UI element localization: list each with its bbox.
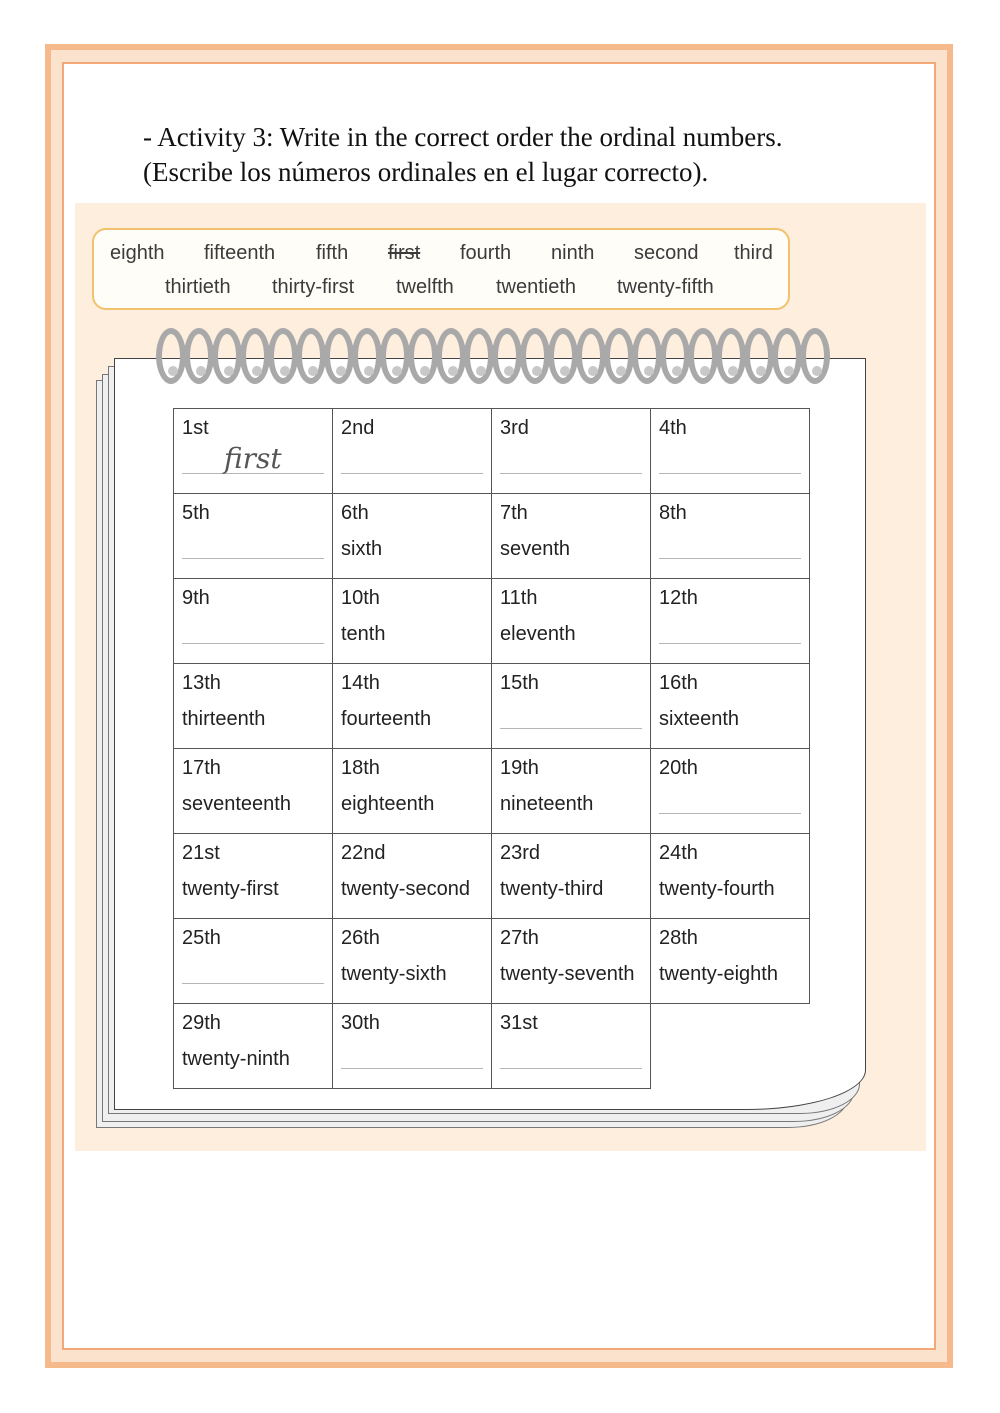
ordinal-number: 31st xyxy=(500,1012,538,1034)
calendar-cell xyxy=(492,749,651,834)
calendar-row xyxy=(174,1004,810,1089)
ordinal-number: 14th xyxy=(341,672,380,694)
ordinal-word: twenty-seventh xyxy=(500,963,635,985)
calendar-cell[interactable] xyxy=(333,409,492,494)
ordinal-number: 9th xyxy=(182,587,210,609)
answer-blank-line[interactable] xyxy=(659,473,801,474)
binding-hole xyxy=(560,366,570,376)
ordinal-word: seventeenth xyxy=(182,793,291,815)
ordinal-word: tenth xyxy=(341,623,386,645)
calendar-cell xyxy=(492,579,651,664)
ordinal-number: 10th xyxy=(341,587,380,609)
calendar-row xyxy=(174,834,810,919)
word-bank-item-used: first xyxy=(388,242,421,264)
binding-hole xyxy=(336,366,346,376)
answer-blank-line[interactable] xyxy=(659,643,801,644)
ordinal-number: 13th xyxy=(182,672,221,694)
calendar-cell[interactable] xyxy=(174,494,333,579)
word-bank-item: eighth xyxy=(110,242,165,264)
word-bank-item: fourth xyxy=(460,242,512,264)
binding-hole xyxy=(420,366,430,376)
binding-hole xyxy=(308,366,318,376)
word-bank-item: second xyxy=(634,242,699,264)
ordinal-number: 26th xyxy=(341,927,380,949)
answer-blank-line[interactable] xyxy=(182,558,324,559)
ordinal-word: seventh xyxy=(500,538,571,560)
binding-hole xyxy=(644,366,654,376)
answer-blank-line[interactable] xyxy=(659,813,801,814)
ordinal-word: nineteenth xyxy=(500,793,594,815)
calendar-row xyxy=(174,409,810,494)
calendar-cell xyxy=(492,834,651,919)
calendar-row xyxy=(174,664,810,749)
activity-instructions xyxy=(143,120,903,190)
ordinal-word: twenty-third xyxy=(500,878,604,900)
word-bank-item: fifteenth xyxy=(204,242,276,264)
ordinal-number: 8th xyxy=(659,502,687,524)
answer-blank-line[interactable] xyxy=(659,558,801,559)
calendar-cell[interactable] xyxy=(651,409,810,494)
ordinal-word: eleventh xyxy=(500,623,576,645)
ordinal-word: sixth xyxy=(341,538,383,560)
ordinal-word: fourteenth xyxy=(341,708,432,730)
answer-blank-line[interactable] xyxy=(500,473,642,474)
answer-blank-line[interactable] xyxy=(500,728,642,729)
calendar-row xyxy=(174,494,810,579)
answer-blank-line[interactable] xyxy=(182,643,324,644)
binding-hole xyxy=(728,366,738,376)
binding-hole xyxy=(672,366,682,376)
instruction-line-english: - Activity 3: Write in the correct order the ordinal numbers. xyxy=(143,122,783,152)
word-bank-item: third xyxy=(734,242,773,264)
word-bank-item: twentieth xyxy=(496,276,577,298)
word-bank-item: twelfth xyxy=(396,276,454,298)
binding-hole xyxy=(364,366,374,376)
ordinal-number: 20th xyxy=(659,757,698,779)
ordinal-number: 24th xyxy=(659,842,698,864)
binding-hole xyxy=(476,366,486,376)
calendar-cell xyxy=(492,919,651,1004)
ordinal-number: 3rd xyxy=(500,417,529,439)
binding-hole xyxy=(616,366,626,376)
ordinal-number: 19th xyxy=(500,757,539,779)
answer-blank-line[interactable] xyxy=(341,1068,483,1069)
ordinal-number: 21st xyxy=(182,842,220,864)
ordinal-number: 18th xyxy=(341,757,380,779)
calendar-cell[interactable] xyxy=(492,1004,651,1089)
ordinal-word: twenty-first xyxy=(182,878,279,900)
ordinal-number: 15th xyxy=(500,672,539,694)
calendar-cell xyxy=(174,749,333,834)
calendar-cell[interactable] xyxy=(174,579,333,664)
calendar-row xyxy=(174,579,810,664)
ordinal-number: 5th xyxy=(182,502,210,524)
binding-hole xyxy=(252,366,262,376)
calendar-cell[interactable] xyxy=(333,1004,492,1089)
word-bank xyxy=(92,228,790,310)
calendar-cell xyxy=(492,494,651,579)
ordinal-number: 12th xyxy=(659,587,698,609)
calendar-cell xyxy=(651,919,810,1004)
ordinal-number: 4th xyxy=(659,417,687,439)
ordinal-number: 7th xyxy=(500,502,528,524)
binding-hole xyxy=(784,366,794,376)
calendar-cell[interactable] xyxy=(492,664,651,749)
calendar-cell xyxy=(333,919,492,1004)
word-bank-item: thirty-first xyxy=(272,276,355,298)
ordinal-number: 28th xyxy=(659,927,698,949)
ordinal-calendar-grid xyxy=(173,408,810,1089)
binding-hole xyxy=(196,366,206,376)
binding-hole xyxy=(756,366,766,376)
calendar-cell xyxy=(333,834,492,919)
calendar-cell xyxy=(333,749,492,834)
ordinal-number: 17th xyxy=(182,757,221,779)
ordinal-number: 30th xyxy=(341,1012,380,1034)
ordinal-number: 25th xyxy=(182,927,221,949)
calendar-cell[interactable] xyxy=(651,494,810,579)
ordinal-word: twenty-sixth xyxy=(341,963,447,985)
ordinal-word: eighteenth xyxy=(341,793,435,815)
ordinal-number: 2nd xyxy=(341,417,375,439)
calendar-cell-empty xyxy=(651,1004,810,1089)
word-bank-item: twenty-fifth xyxy=(617,276,714,298)
answer-blank-line[interactable] xyxy=(341,473,483,474)
calendar-cell[interactable] xyxy=(174,919,333,1004)
handwritten-answer: first xyxy=(224,442,282,475)
answer-blank-line[interactable] xyxy=(500,1068,642,1069)
calendar-cell[interactable] xyxy=(651,579,810,664)
ordinal-word: twenty-second xyxy=(341,878,470,900)
ordinal-number: 11th xyxy=(500,587,538,609)
calendar-cell[interactable] xyxy=(174,409,333,494)
calendar-cell xyxy=(651,834,810,919)
binding-hole xyxy=(588,366,598,376)
calendar-row xyxy=(174,749,810,834)
binding-hole xyxy=(812,366,822,376)
ordinal-number: 1st xyxy=(182,417,209,439)
ordinal-number: 27th xyxy=(500,927,539,949)
binding-hole xyxy=(392,366,402,376)
calendar-cell xyxy=(333,664,492,749)
word-bank-item: fifth xyxy=(316,242,349,264)
word-bank-item: ninth xyxy=(551,242,595,264)
calendar-cell xyxy=(333,579,492,664)
binding-hole xyxy=(168,366,178,376)
binding-hole xyxy=(448,366,458,376)
calendar-cell[interactable] xyxy=(651,749,810,834)
ordinal-number: 16th xyxy=(659,672,698,694)
ordinal-word: thirteenth xyxy=(182,708,266,730)
ordinal-number: 29th xyxy=(182,1012,221,1034)
ordinal-word: twenty-eighth xyxy=(659,963,778,985)
calendar-cell xyxy=(174,834,333,919)
ordinal-word: twenty-fourth xyxy=(659,878,775,900)
ordinal-word: sixteenth xyxy=(659,708,740,730)
calendar-cell[interactable] xyxy=(492,409,651,494)
ordinal-number: 6th xyxy=(341,502,369,524)
instruction-line-spanish: (Escribe los números ordinales en el lugar correcto). xyxy=(143,157,709,187)
word-bank-item: thirtieth xyxy=(165,276,231,298)
ordinal-number: 22nd xyxy=(341,842,386,864)
binding-hole xyxy=(224,366,234,376)
calendar-row xyxy=(174,919,810,1004)
binding-hole xyxy=(280,366,290,376)
calendar-cell xyxy=(333,494,492,579)
binding-hole xyxy=(700,366,710,376)
ordinal-word: twenty-ninth xyxy=(182,1048,290,1070)
ordinal-number: 23rd xyxy=(500,842,541,864)
binding-hole xyxy=(532,366,542,376)
calendar-cell xyxy=(174,1004,333,1089)
calendar-cell xyxy=(174,664,333,749)
binding-hole xyxy=(504,366,514,376)
answer-blank-line[interactable] xyxy=(182,983,324,984)
calendar-cell xyxy=(651,664,810,749)
